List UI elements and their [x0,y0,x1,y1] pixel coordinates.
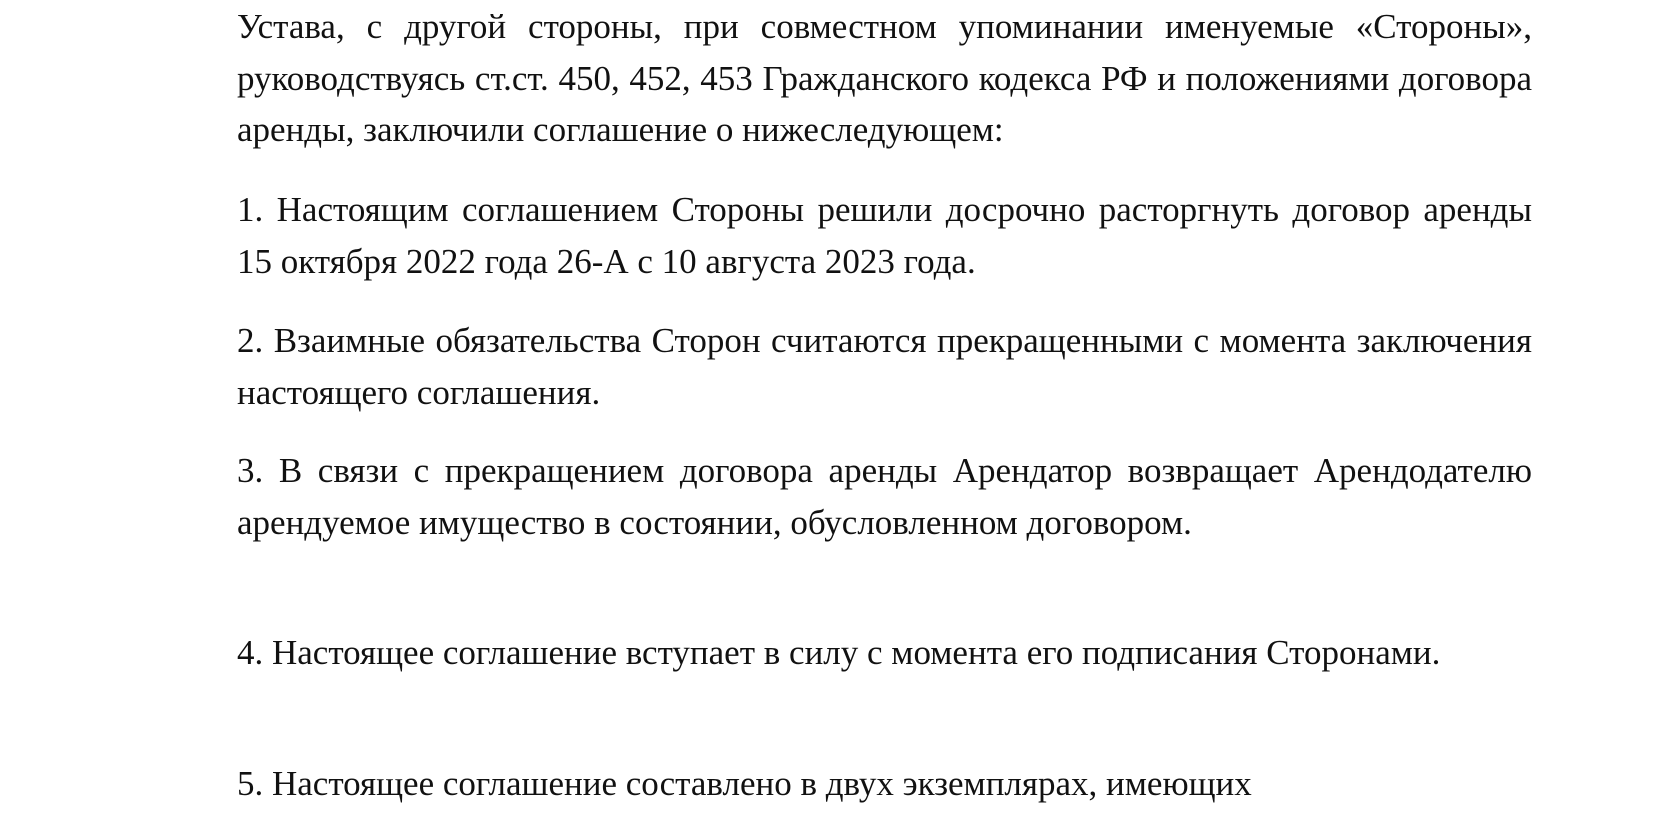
clause-3: 3. В связи с прекращением договора аренды Арендатор возвращает Арендодателю арендуемое имущество в состоянии, обусловленном договором. [237,451,1532,542]
intro-paragraph: Устава, с другой стороны, при совместном упоминании именуемые «Стороны», руководствуясь ст.ст. 450, 452, 453 Гражданского кодекса РФ и положениями договора аренды, заключили соглашение о нижеследующем: [237,7,1532,149]
clause-1: 1. Настоящим соглашением Стороны решили досрочно расторгнуть договор аренды 15 октября 2022 года 26-А с 10 августа 2023 года. [237,190,1532,281]
clause-2: 2. Взаимные обязательства Сторон считаются прекращенными с момента заключения настоящего соглашения. [237,321,1532,412]
clause-4: 4. Настоящее соглашение вступает в силу с момента его подписания Сторонами. [237,633,1441,672]
document-page [237,0,1532,827]
clause-5: 5. Настоящее соглашение составлено в двух экземплярах, имеющих [237,764,1252,803]
